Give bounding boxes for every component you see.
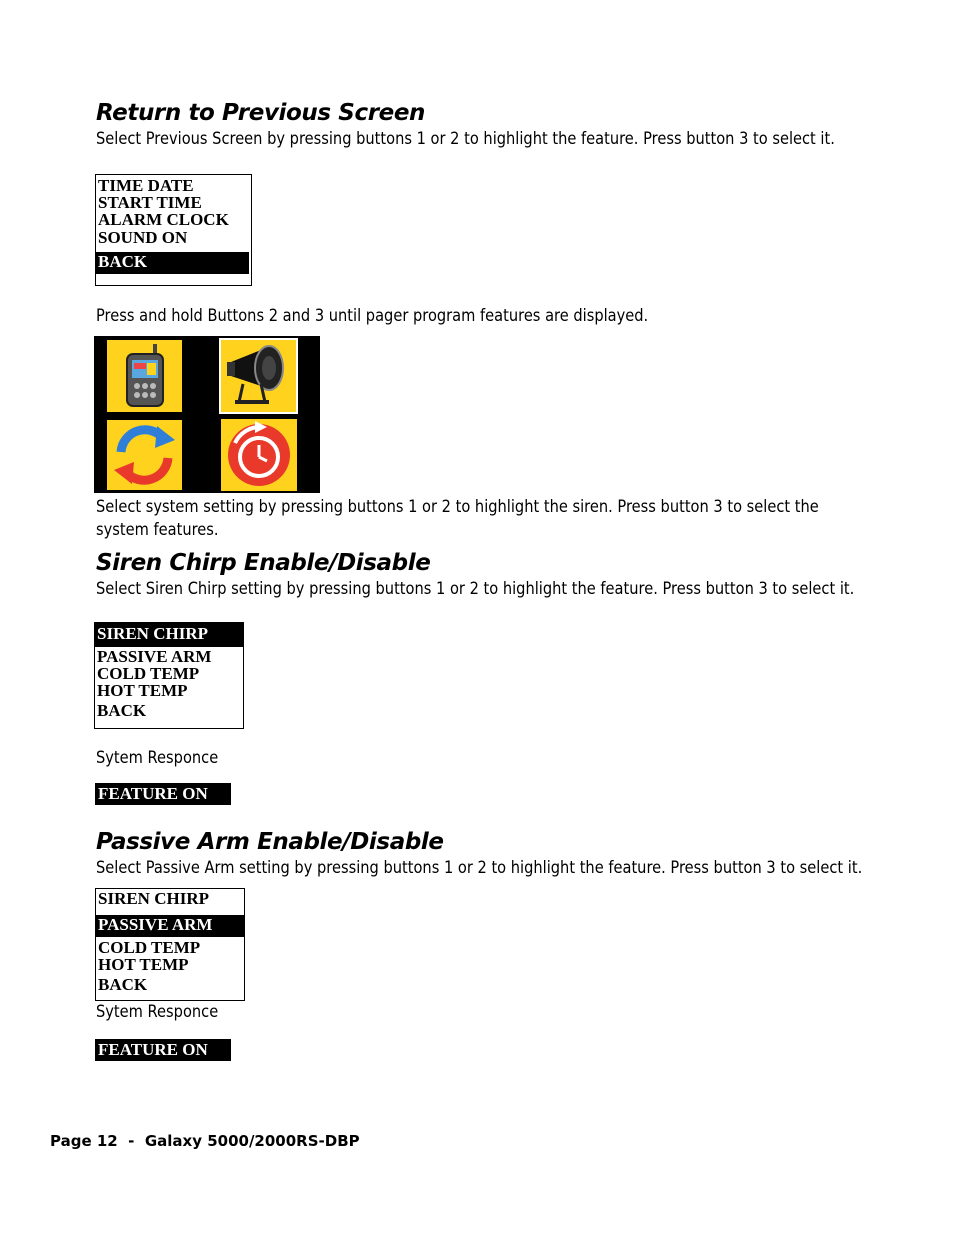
siren-icon[interactable]	[219, 338, 298, 414]
menu-return	[95, 174, 252, 286]
menu-siren	[94, 622, 244, 729]
siren-response-label: Sytem Responce	[96, 748, 219, 768]
menu-item-siren-chirp[interactable]: SIREN CHIRP	[98, 889, 209, 908]
heading-passive-arm: Passive Arm Enable/Disable	[96, 829, 444, 855]
siren-response-badge: FEATURE ON	[95, 783, 231, 805]
system-instruction-line2: system features.	[96, 520, 219, 540]
menu-item-sound-on[interactable]: SOUND ON	[98, 228, 188, 247]
menu-item-time-date[interactable]: TIME DATE	[98, 176, 194, 195]
menu-item-siren-chirp-selected[interactable]: SIREN CHIRP	[95, 623, 243, 647]
page-footer: Page 12 - Galaxy 5000/2000RS-DBP	[50, 1132, 360, 1150]
menu-item-hot-temp[interactable]: HOT TEMP	[98, 955, 189, 974]
menu-item-hot-temp[interactable]: HOT TEMP	[97, 681, 188, 700]
menu-item-passive-arm[interactable]: PASSIVE ARM	[97, 647, 212, 666]
menu-item-back[interactable]: BACK	[98, 975, 148, 994]
system-instruction-line1: Select system setting by pressing buttons 1 or 2 to highlight the siren. Press button 3 to select the	[96, 497, 819, 517]
timer-icon[interactable]	[221, 419, 297, 491]
menu-passive	[95, 888, 245, 1001]
passive-response-badge: FEATURE ON	[95, 1039, 231, 1061]
heading-siren-chirp: Siren Chirp Enable/Disable	[96, 550, 431, 576]
instruction-return: Select Previous Screen by pressing buttons 1 or 2 to highlight the feature. Press button 3 to select it.	[96, 129, 835, 149]
instruction-passive: Select Passive Arm setting by pressing buttons 1 or 2 to highlight the feature. Press button 3 to select it.	[96, 858, 863, 878]
pager-icon[interactable]	[107, 340, 182, 412]
menu-item-cold-temp[interactable]: COLD TEMP	[97, 664, 200, 683]
heading-return-previous-screen: Return to Previous Screen	[96, 100, 426, 126]
refresh-icon[interactable]	[107, 420, 182, 490]
passive-response-label: Sytem Responce	[96, 1002, 219, 1022]
menu-item-back-selected[interactable]: BACK	[96, 252, 249, 274]
feature-icon-panel	[94, 336, 320, 493]
instruction-siren: Select Siren Chirp setting by pressing buttons 1 or 2 to highlight the feature. Press button 3 to select it.	[96, 579, 855, 599]
menu-item-alarm-clock[interactable]: ALARM CLOCK	[98, 210, 229, 229]
menu-item-back[interactable]: BACK	[97, 701, 147, 720]
menu-item-start-time[interactable]: START TIME	[98, 193, 202, 212]
menu-item-cold-temp[interactable]: COLD TEMP	[98, 938, 201, 957]
menu-item-passive-arm-selected[interactable]: PASSIVE ARM	[96, 915, 244, 937]
hold-instruction: Press and hold Buttons 2 and 3 until pager program features are displayed.	[96, 306, 649, 326]
